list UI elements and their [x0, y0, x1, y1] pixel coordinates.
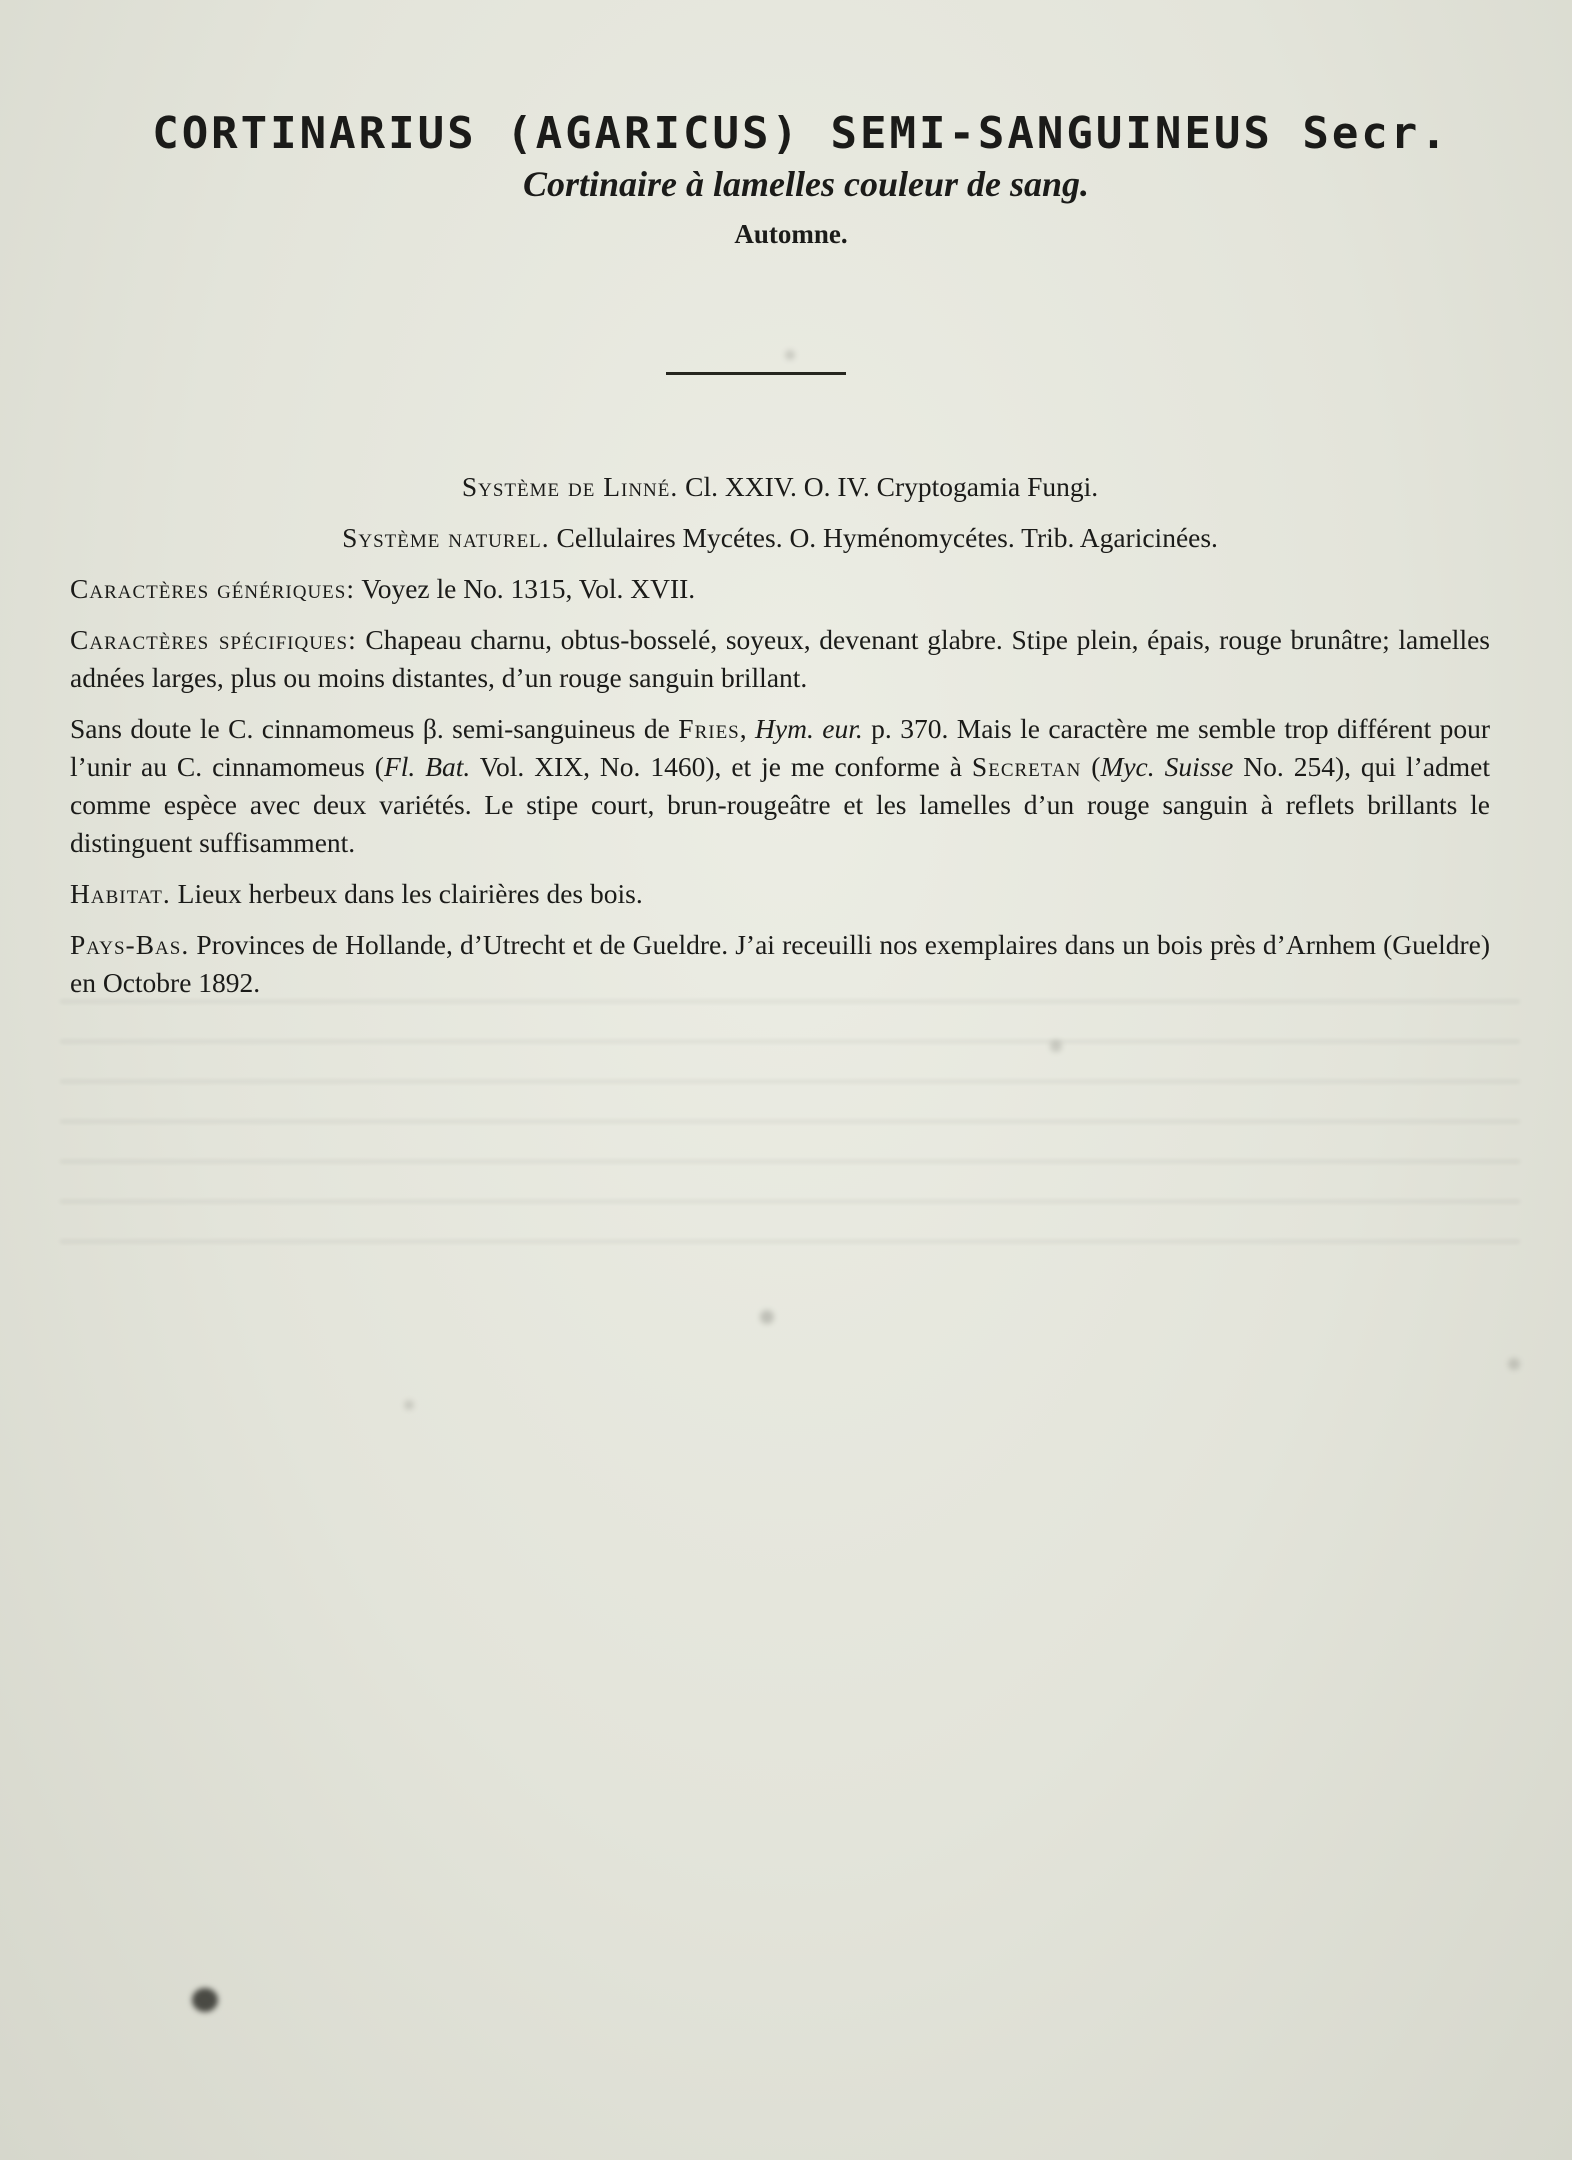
- caracteres-generiques-paragraph: [70, 570, 1490, 608]
- habitat-paragraph: [70, 875, 1490, 913]
- systeme-linne-text: Cl. XXIV. O. IV. Cryptogamia Fungi.: [685, 471, 1099, 502]
- remarque-text-3: p. 370. Mais le caractère me semble trop différent pour l’unir au C. cinnamomeus (: [70, 713, 1491, 782]
- systeme-naturel-text: Cellulaires Mycétes. O. Hyménomycétes. Trib. Agaricinées.: [556, 522, 1218, 553]
- remarque-text-4: Vol. XIX, No. 1460), et je me conforme à: [479, 751, 962, 782]
- systeme-linne-paragraph: [70, 468, 1490, 506]
- species-common-name: Cortinaire à lamelles couleur de sang.: [522, 164, 1090, 204]
- remarque-text-5: (: [1091, 751, 1101, 782]
- header-divider: [666, 372, 846, 375]
- reference-myc-suisse: Myc. Suisse: [1100, 751, 1234, 782]
- author-fries: Fries: [678, 713, 740, 744]
- caracteres-generiques-text: Voyez le No. 1315, Vol. XVII.: [361, 573, 696, 604]
- author-secretan: Secretan: [971, 751, 1082, 782]
- foxing-spot: [1050, 1040, 1062, 1052]
- remarque-text-2: ,: [739, 713, 747, 744]
- habitat-label: Habitat.: [70, 878, 171, 909]
- pays-bas-text: Provinces de Hollande, d’Utrecht et de Gueldre. J’ai receuilli nos exemplaires dans un bois près d’Arnhem (Gueldre) en Octobre 1892.: [70, 929, 1491, 998]
- foxing-spot: [1508, 1358, 1520, 1370]
- season-label: Automne.: [734, 219, 848, 249]
- reference-fl-bat: Fl. Bat.: [383, 751, 471, 782]
- foxing-spot: [192, 1988, 218, 2012]
- remarque-text-1: Sans doute le C. cinnamomeus β. semi-sanguineus de: [70, 713, 670, 744]
- pays-bas-label: Pays-Bas.: [70, 929, 190, 960]
- systeme-naturel-label: Système naturel.: [342, 522, 550, 553]
- systeme-linne-label: Système de Linné.: [461, 471, 679, 502]
- systeme-naturel-paragraph: [70, 519, 1490, 557]
- caracteres-specifiques-paragraph: [70, 621, 1490, 697]
- remarque-paragraph: [70, 710, 1490, 862]
- show-through-text: [60, 1000, 1520, 1280]
- caracteres-generiques-label: Caractères génériques:: [70, 573, 355, 604]
- remarque-text-6: No. 254), qui l’admet comme espèce avec deux variétés. Le stipe court, brun-rougeâtre et les lamelles d’un rouge sanguin à reflets brillants le distinguent suffisamment.: [70, 751, 1491, 858]
- caracteres-specifiques-text: Chapeau charnu, obtus-bosselé, soyeux, devenant glabre. Stipe plein, épais, rouge brunâtre; lamelles adnées larges, plus ou moins distantes, d’un rouge sanguin brillant.: [70, 624, 1490, 693]
- foxing-spot: [760, 1310, 774, 1324]
- foxing-spot: [785, 350, 795, 360]
- caracteres-specifiques-label: Caractères spécifiques:: [70, 624, 357, 655]
- species-title: CORTINARIUS (AGARICUS) SEMI-SANGUINEUS Secr.: [152, 108, 1450, 159]
- pays-bas-paragraph: [70, 926, 1490, 1002]
- foxing-spot: [404, 1400, 414, 1410]
- habitat-text: Lieux herbeux dans les clairières des bois.: [177, 878, 643, 909]
- page-header: [0, 108, 1572, 250]
- reference-hym-eur: Hym. eur.: [755, 713, 863, 744]
- description-body: [70, 468, 1490, 1015]
